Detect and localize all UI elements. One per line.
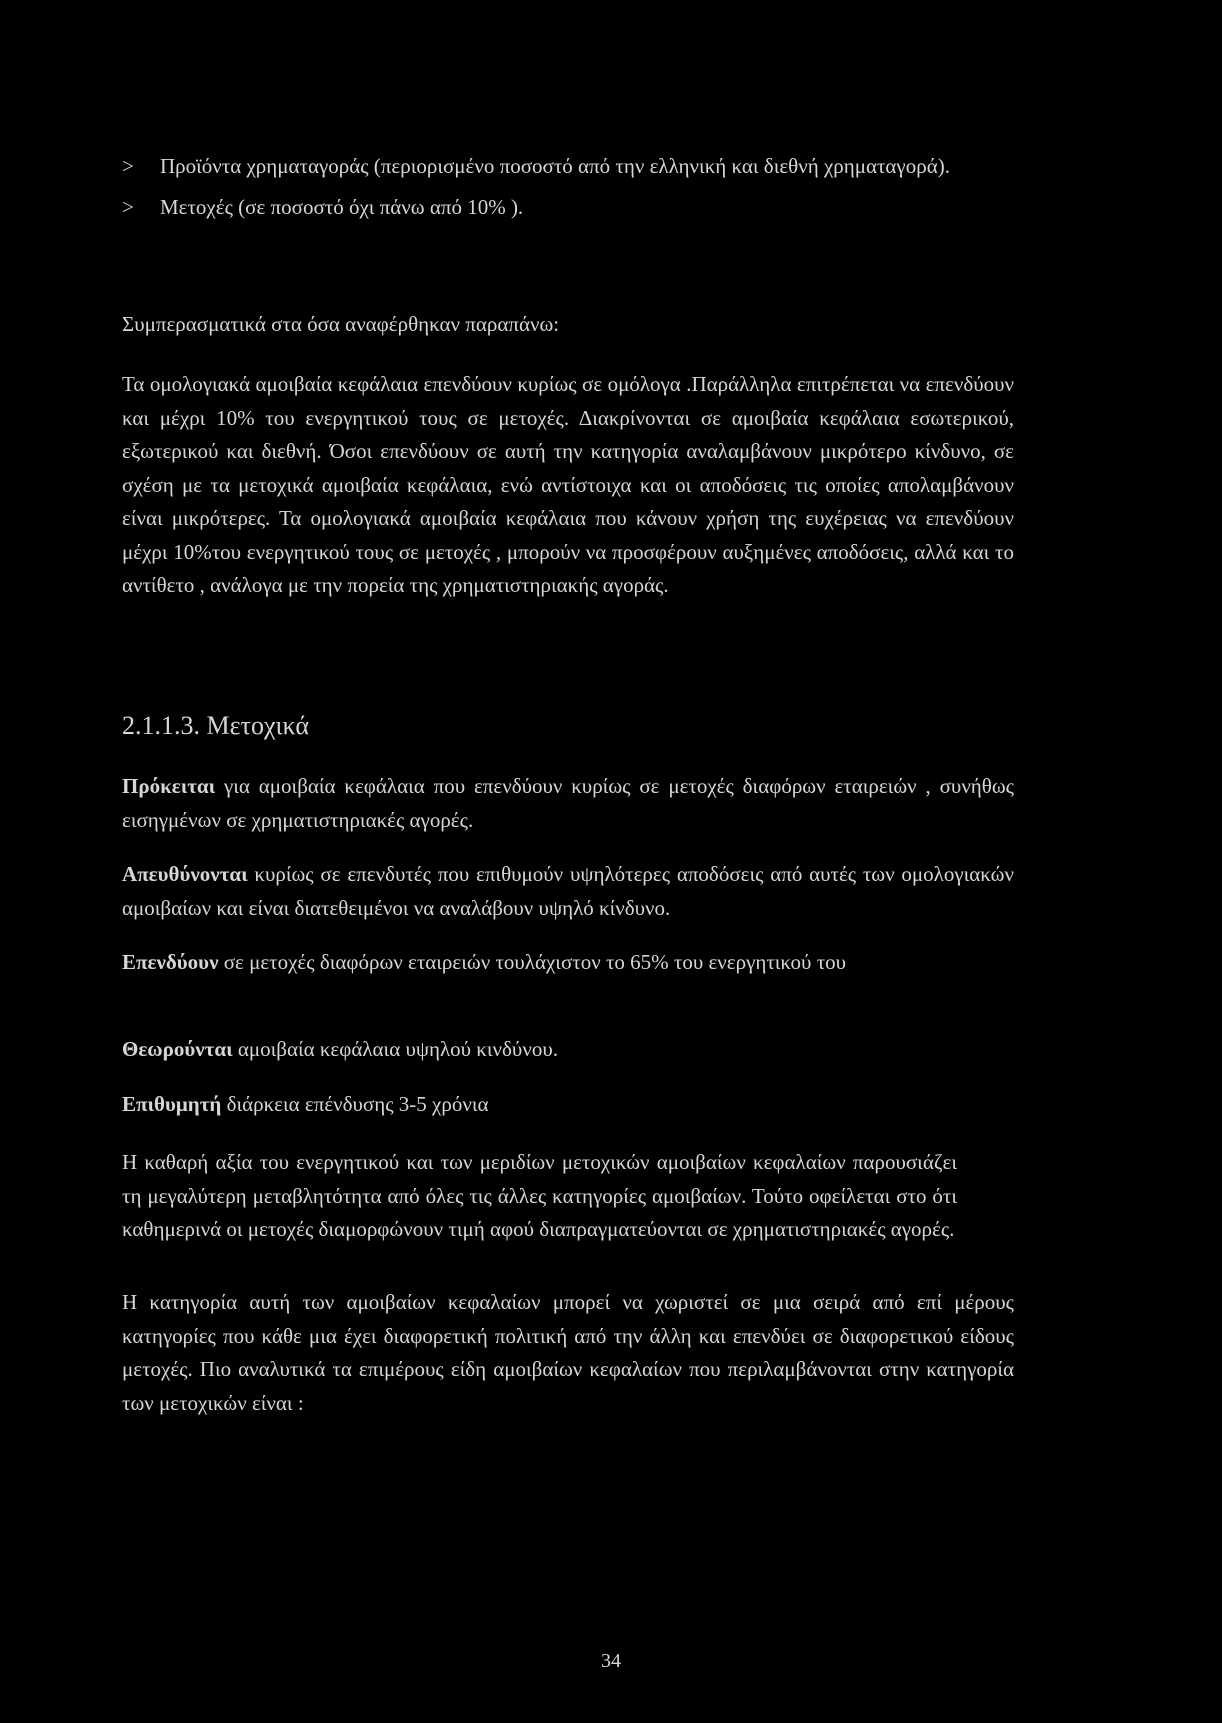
section-heading: 2.1.1.3. Μετοχικά <box>122 711 310 740</box>
bullet-marker: > <box>122 154 134 178</box>
net-asset-paragraph: Η καθαρή αξία του ενεργητικού και των μεριδίων μετοχικών αμοιβαίων κεφαλαίων παρουσιάζει τη μεγαλύτερη μεταβλητότητα από όλες τις άλλες κατηγορίες αμοιβαίων. Τούτο οφείλεται στο ότι καθημερινά οι μετοχές διαμορφώνουν τιμή αφού διαπραγματεύονται σε χρηματιστηριακές αγορές. <box>122 1150 957 1241</box>
paragraph-lead: Επενδύουν <box>122 950 219 974</box>
paragraph-text: κυρίως σε επενδυτές που επιθυμούν υψηλότερες αποδόσεις από αυτές των ομολογιακών αμοιβαίων και είναι διατεθειμένοι να αναλάβουν υψηλό κίνδυνο. <box>122 862 1014 920</box>
equity-allocation-paragraph <box>122 946 897 980</box>
equity-definition-paragraph <box>122 770 1014 837</box>
paragraph-lead: Επιθυμητή <box>122 1092 222 1116</box>
page-number: 34 <box>601 1650 621 1672</box>
paragraph-text: διάρκεια επένδυσης 3-5 χρόνια <box>221 1092 489 1116</box>
equity-risk-paragraph <box>122 1033 722 1067</box>
bullet-list <box>122 150 952 232</box>
bullet-item <box>122 150 952 183</box>
bullet-marker: > <box>122 195 134 219</box>
bullet-text: Προϊόντα χρηματαγοράς (περιορισμένο ποσοστό από την ελληνική και διεθνή χρηματαγορά). <box>160 154 950 178</box>
paragraph-lead: Θεωρούνται <box>122 1037 233 1061</box>
equity-duration-paragraph <box>122 1088 1014 1122</box>
equity-audience-paragraph <box>122 858 1014 925</box>
bullet-text: Μετοχές (σε ποσοστό όχι πάνω από 10% ). <box>160 195 524 219</box>
paragraph-text: σε μετοχές διαφόρων εταιρειών τουλάχιστον το 65% του ενεργητικού του <box>218 950 847 974</box>
paragraph-text: για αμοιβαία κεφάλαια που επενδύουν κυρίως σε μετοχές διαφόρων εταιρειών , συνήθως εισηγμένων σε χρηματιστηριακές αγορές. <box>122 774 1014 832</box>
paragraph-lead: Πρόκειται <box>122 774 216 798</box>
paragraph-text: αμοιβαία κεφάλαια υψηλού κινδύνου. <box>232 1037 558 1061</box>
bond-funds-paragraph: Τα ομολογιακά αμοιβαία κεφάλαια επενδύουν κυρίως σε ομόλογα .Παράλληλα επιτρέπεται να επενδύουν και μέχρι 10% του ενεργητικού τους σε μετοχές. Διακρίνονται σε αμοιβαία κεφάλαια εσωτερικού, εξωτερικού και διεθνή. Όσοι επενδύουν σε αυτή την κατηγορία αναλαμβάνουν μικρότερο κίνδυνο, σε σχέση με τα μετοχικά αμοιβαία κεφάλαια, ενώ αντίστοιχα και οι αποδόσεις τις οποίες απολαμβάνουν είναι μικρότερες. Τα ομολογιακά αμοιβαία κεφάλαια που κάνουν χρήση της ευχέρειας να επενδύουν μέχρι 10%του ενεργητικού τους σε μετοχές , μπορούν να προσφέρουν αυξημένες αποδόσεις, αλλά και το αντίθετο , ανάλογα με την πορεία της χρηματιστηριακής αγοράς. <box>122 372 1014 597</box>
bullet-item <box>122 191 952 224</box>
paragraph-lead: Απευθύνονται <box>122 862 248 886</box>
subcategories-paragraph: Η κατηγορία αυτή των αμοιβαίων κεφαλαίων μπορεί να χωριστεί σε μια σειρά από επί μέρους κατηγορίες που κάθε μια έχει διαφορετική πολιτική από την άλλη και επενδύει σε διαφορετικού είδους μετοχές. Πιο αναλυτικά τα επιμέρους είδη αμοιβαίων κεφαλαίων που περιλαμβάνονται στην κατηγορία των μετοχικών είναι : <box>122 1290 1014 1415</box>
conclusion-intro: Συμπερασματικά στα όσα αναφέρθηκαν παραπάνω: <box>122 312 560 336</box>
